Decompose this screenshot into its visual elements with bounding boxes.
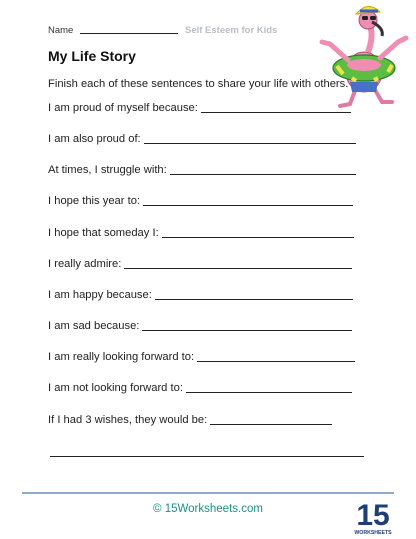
answer-line[interactable] xyxy=(124,258,352,269)
prompt-label: I hope that someday I: xyxy=(48,227,159,239)
prompt-label: I am really looking forward to: xyxy=(48,351,195,363)
logo-caption: WORKSHEETS xyxy=(354,530,392,536)
prompt-row xyxy=(48,195,353,207)
answer-line[interactable] xyxy=(186,382,352,393)
prompt-row xyxy=(48,133,356,145)
worksheet-title: My Life Story xyxy=(48,48,136,64)
name-row xyxy=(48,25,178,36)
answer-line[interactable] xyxy=(170,164,356,175)
prompt-row xyxy=(48,258,352,270)
answer-line[interactable] xyxy=(155,289,353,300)
prompt-label: I am happy because: xyxy=(48,289,152,301)
prompt-label: If I had 3 wishes, they would be: xyxy=(48,414,208,426)
answer-line[interactable] xyxy=(143,195,353,206)
flamingo-mascot-illustration xyxy=(312,2,412,108)
name-label: Name xyxy=(48,25,74,36)
prompt-label: I am sad because: xyxy=(48,320,140,332)
logo-number: 15 xyxy=(356,499,390,532)
answer-line[interactable] xyxy=(197,351,355,362)
prompt-row xyxy=(48,382,352,394)
answer-line[interactable] xyxy=(142,320,352,331)
prompt-label: I am not looking forward to: xyxy=(48,382,183,394)
instructions: Finish each of these sentences to share your life with others. xyxy=(48,78,349,90)
15worksheets-logo xyxy=(353,496,393,536)
answer-line[interactable] xyxy=(144,133,356,144)
prompt-row xyxy=(48,351,355,363)
prompt-label: I am also proud of: xyxy=(48,133,141,145)
prompt-label: I hope this year to: xyxy=(48,195,141,207)
prompt-label: I really admire: xyxy=(48,258,122,270)
prompt-row xyxy=(48,320,352,332)
answer-line[interactable] xyxy=(210,414,332,425)
answer-line[interactable] xyxy=(201,102,351,113)
prompt-label: At times, I struggle with: xyxy=(48,164,167,176)
prompt-row xyxy=(48,164,356,176)
prompt-row xyxy=(48,102,351,114)
prompt-row xyxy=(48,227,354,239)
prompt-row xyxy=(48,414,332,426)
extra-answer-line[interactable] xyxy=(50,456,364,457)
footer-copyright: © 15Worksheets.com xyxy=(153,503,263,515)
name-field[interactable] xyxy=(80,33,178,34)
prompt-row xyxy=(48,289,353,301)
worksheet-subtitle: Self Esteem for Kids xyxy=(185,25,278,36)
prompt-label: I am proud of myself because: xyxy=(48,102,198,114)
answer-line[interactable] xyxy=(162,227,354,238)
footer-divider xyxy=(22,492,394,494)
